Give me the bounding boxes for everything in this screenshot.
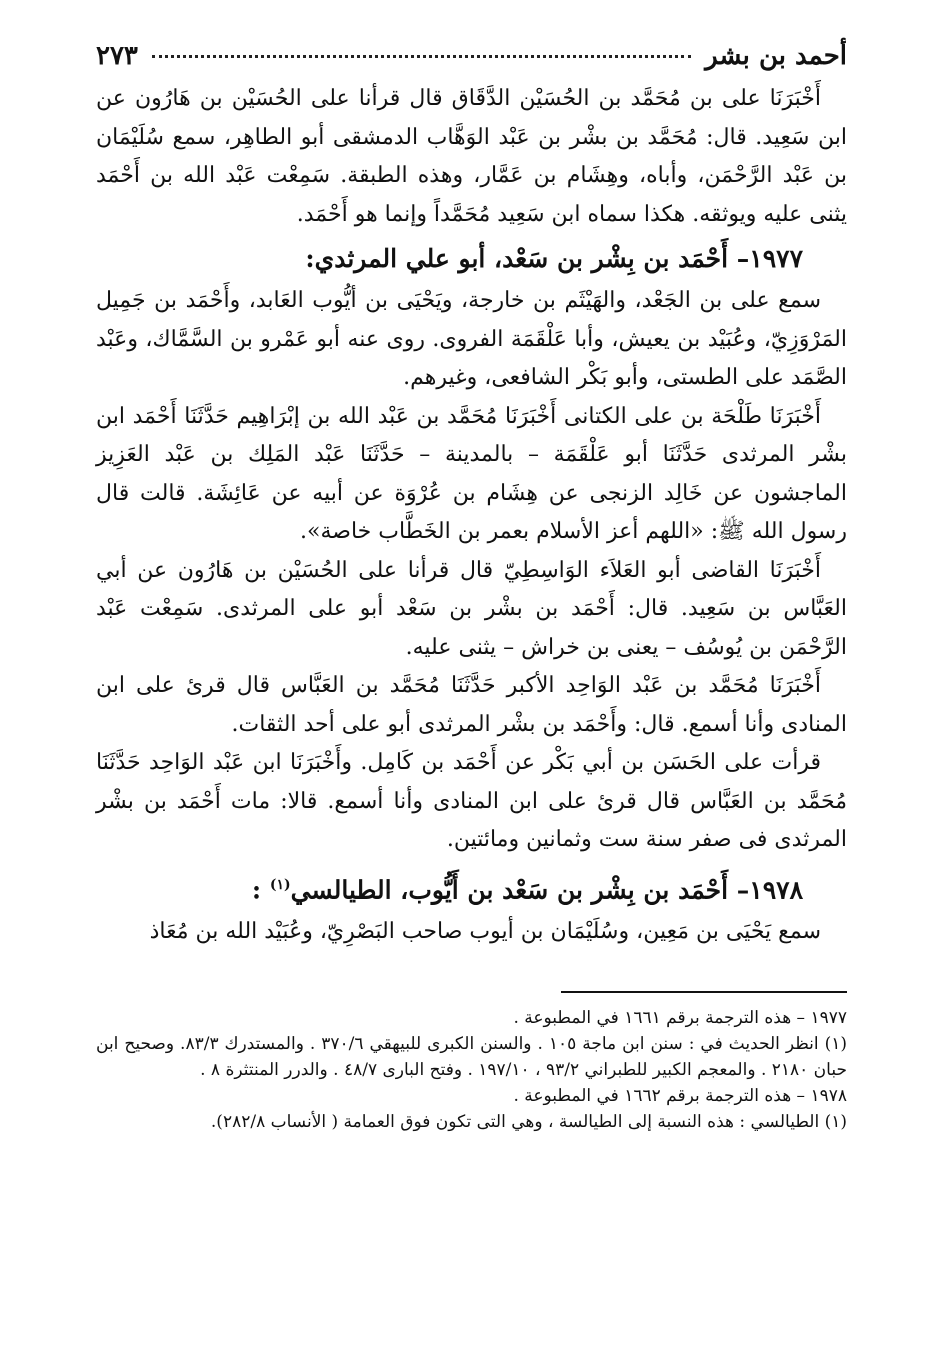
paragraph-1: أَخْبَرَنَا على بن مُحَمَّد بن الحُسَيْن الدَّقَاق قال قرأنا على الحُسَيْن بن هَارُون عن ابن سَعِيد. قال: مُحَمَّد بن بشْر بن عَبْد الوَهَّاب الدمشقى أبو الطاهِر، سمع سُلَيْمَان بن عَبْد الرَّحْمَن، وأباه، وهِشَام بن عَمَّار، وهذه الطبقة. سَمِعْت عَبْد الله بن أَحْمَد يثنى عليه ويوثقه. هكذا سماه ابن سَعِيد مُحَمَّداً وإنما هو أَحْمَد. — [96, 86, 847, 227]
paragraph-3: أَخْبَرَنَا طَلْحَة بن على الكتانى أَخْبَرَنَا مُحَمَّد بن عَبْد الله بن إبْرَاهِيم حَدَّثَنَا أَحْمَد ابن بشْر المرثدى حَدَّثَنَا أبو عَلْقَمَة – بالمدينة – حَدَّثَنَا عَبْد المَلِك بن عَبْد العَزِيز الماجشون عن خَالِد الزنجى عن هِشَام بن عُرْوَة عن أبيه عن عَائِشَة. قالت قال رسول الله ﷺ: «اللهم أعز الأسلام بعمر بن الخَطَّاب خاصة». — [96, 403, 847, 544]
footnote-1977: ١٩٧٧ – هذه الترجمة برقم ١٦٦١ في المطبوعة . — [513, 1008, 847, 1029]
paragraph-2: سمع على بن الجَعْد، والهَيْثَم بن خارجة، ويَحْيَى بن أيُّوب العَابد، وأَحْمَد بن جَمِيل المَرْوَزِيّ، وعُبَيْد بن يعيش، وأبا عَلْقَمَة الفروى. روى عنه أبو عَمْرو بن السَّمَّاك، وعَبْد الصَّمَد على الطستى، وأبو بَكْر الشافعى، وغيرهم. — [96, 288, 847, 390]
running-header — [96, 36, 847, 76]
header-leader-dots — [152, 37, 691, 58]
footnote-divider — [561, 991, 847, 993]
page-number: ٢٧٣ — [96, 41, 138, 71]
entry-number: ١٩٧٨ — [749, 874, 803, 904]
body-text — [96, 80, 847, 951]
entry-title-tail: : — [251, 874, 270, 904]
running-title: أحمد بن بشر — [705, 41, 847, 71]
footnote-marker: (١) — [269, 876, 291, 893]
footnotes — [96, 1005, 847, 1135]
paragraph-6: قرأت على الحَسَن بن أبي بَكْر عن أَحْمَد بن كَامِل. وأَخْبَرَنَا ابن عَبْد الوَاحِد حَدَّثَنَا مُحَمَّد بن العَبَّاس قال قرئ على ابن المنادى وأنا أسمع. قالا: مات أَحْمَد بن بشْر المرثدى فى صفر سنة ست وثمانين ومائتين. — [96, 750, 847, 852]
entry-title: – أَحْمَد بن بِشْر بن سَعْد، أبو علي المرثدي: — [305, 244, 750, 273]
footnote-1978: ١٩٧٨ – هذه الترجمة برقم ١٦٦٢ في المطبوعة . — [513, 1086, 847, 1107]
entry-heading-1977 — [96, 236, 847, 282]
footnote-1978-1: (١) الطيالسي : هذه النسبة إلى الطيالسة ، وهي التى تكون فوق العمامة ( الأنساب ٢٨٢/٨). — [210, 1112, 847, 1133]
paragraph-5: أَخْبَرَنَا مُحَمَّد بن عَبْد الوَاحِد الأكبر حَدَّثَنَا مُحَمَّد بن العَبَّاس قال قرئ على ابن المنادى وأنا أسمع. قال: وأَحْمَد بن بشْر المرثدى أبو على أحد الثقات. — [96, 673, 847, 737]
paragraph-7: سمع يَحْيَى بن مَعِين، وسُلَيْمَان بن أيوب صاحب البَصْرِيّ، وعُبَيْد الله بن مُعَاذ — [149, 918, 821, 944]
paragraph-4: أَخْبَرَنَا القاضى أبو العَلاَء الوَاسِطِيّ قال قرأنا على الحُسَيْن بن هَارُون عن أبي العَبَّاس بن سَعِيد. قال: أَحْمَد بن بشْر بن سَعْد أبو على المرثدى. سَمِعْت عَبْد الرَّحْمَن بن يُوسُف – يعنى بن خراش – يثنى عليه. — [96, 557, 847, 660]
entry-number: ١٩٧٧ — [749, 244, 803, 273]
entry-heading-1978 — [96, 862, 847, 913]
entry-title: – أَحْمَد بن بِشْر بن سَعْد بن أَيُّوب، الطيالسي — [290, 874, 750, 904]
footnote-1977-1: (١) انظر الحديث في : سنن ابن ماجة ١٠٥ . والسنن الكبرى للبيهقي ٣٧٠/٦ . والمستدرك ٨٣/٣. وصحيح ابن حبان ٢١٨٠ . والمعجم الكبير للطبراني ٩٣/٢ ، ١٩٧/١٠ . وفتح البارى ٤٨/٧ . والدرر المنتثرة ٨ . — [96, 1034, 848, 1081]
